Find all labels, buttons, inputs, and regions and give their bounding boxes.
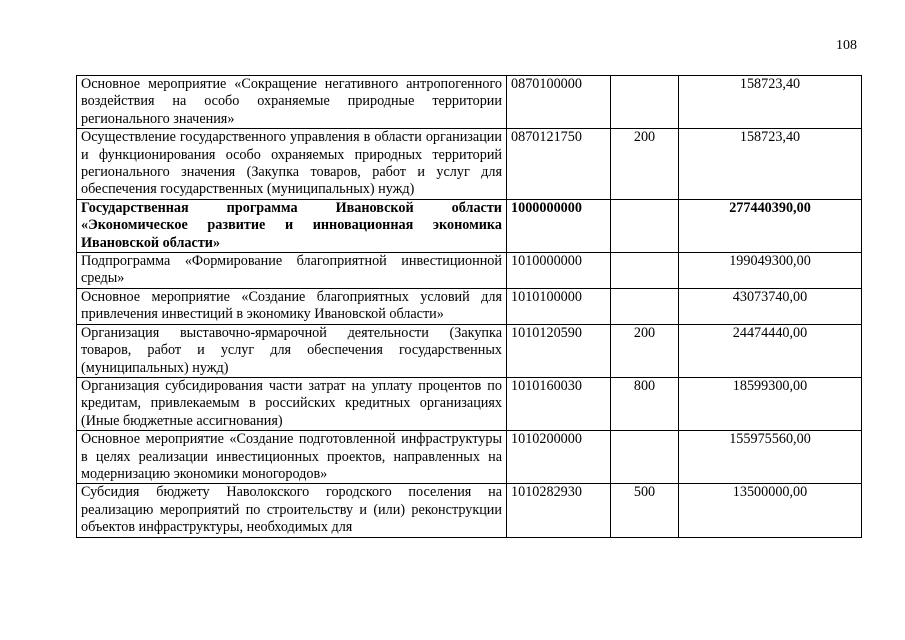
row-name: Осуществление государственного управления в области организации и функционирования особо охраняемых природных территорий регионального значения (Закупка товаров, работ и услуг для обеспечения государственных (муниципальных) нужд) (77, 129, 507, 200)
row-sum: 18599300,00 (679, 377, 862, 430)
row-sum: 13500000,00 (679, 484, 862, 537)
row-type (611, 288, 679, 324)
row-name: Подпрограмма «Формирование благоприятной инвестиционной среды» (77, 253, 507, 289)
row-type: 200 (611, 129, 679, 200)
row-sum: 158723,40 (679, 129, 862, 200)
row-type (611, 76, 679, 129)
row-type: 500 (611, 484, 679, 537)
row-type: 800 (611, 377, 679, 430)
table-row (77, 253, 862, 289)
row-type (611, 253, 679, 289)
row-code: 1010282930 (507, 484, 611, 537)
row-sum: 155975560,00 (679, 431, 862, 484)
table-row (77, 431, 862, 484)
row-code: 1010120590 (507, 324, 611, 377)
row-name: Основное мероприятие «Создание подготовленной инфраструктуры в целях реализации инвестиционных проектов, направленных на модернизацию экономики моногородов» (77, 431, 507, 484)
row-name: Организация субсидирования части затрат на уплату процентов по кредитам, привлекаемым в российских кредитных организациях (Иные бюджетные ассигнования) (77, 377, 507, 430)
row-type (611, 431, 679, 484)
table-row (77, 324, 862, 377)
row-code: 1010200000 (507, 431, 611, 484)
row-code: 1000000000 (507, 199, 611, 252)
row-name: Основное мероприятие «Сокращение негативного антропогенного воздействия на особо охраняемые природные территории регионального значения» (77, 76, 507, 129)
table-row (77, 484, 862, 537)
row-name: Основное мероприятие «Создание благоприятных условий для привлечения инвестиций в экономику Ивановской области» (77, 288, 507, 324)
row-sum: 199049300,00 (679, 253, 862, 289)
row-name: Организация выставочно-ярмарочной деятельности (Закупка товаров, работ и услуг для обеспечения государственных (муниципальных) нужд) (77, 324, 507, 377)
row-sum: 158723,40 (679, 76, 862, 129)
budget-table (76, 75, 862, 538)
row-code: 1010100000 (507, 288, 611, 324)
row-sum: 43073740,00 (679, 288, 862, 324)
row-code: 1010000000 (507, 253, 611, 289)
row-code: 0870121750 (507, 129, 611, 200)
row-code: 1010160030 (507, 377, 611, 430)
row-name: Субсидия бюджету Наволокского городского поселения на реализацию мероприятий по строительству и (или) реконструкции объектов инфраструктуры, необходимых для (77, 484, 507, 537)
page-number: 108 (836, 38, 857, 53)
table-row (77, 377, 862, 430)
row-sum: 24474440,00 (679, 324, 862, 377)
row-code: 0870100000 (507, 76, 611, 129)
row-type: 200 (611, 324, 679, 377)
row-name: Государственная программа Ивановской области «Экономическое развитие и инновационная экономика Ивановской области» (77, 199, 507, 252)
row-sum: 277440390,00 (679, 199, 862, 252)
table-row (77, 76, 862, 129)
table-row (77, 288, 862, 324)
table-row (77, 129, 862, 200)
row-type (611, 199, 679, 252)
table-row (77, 199, 862, 252)
